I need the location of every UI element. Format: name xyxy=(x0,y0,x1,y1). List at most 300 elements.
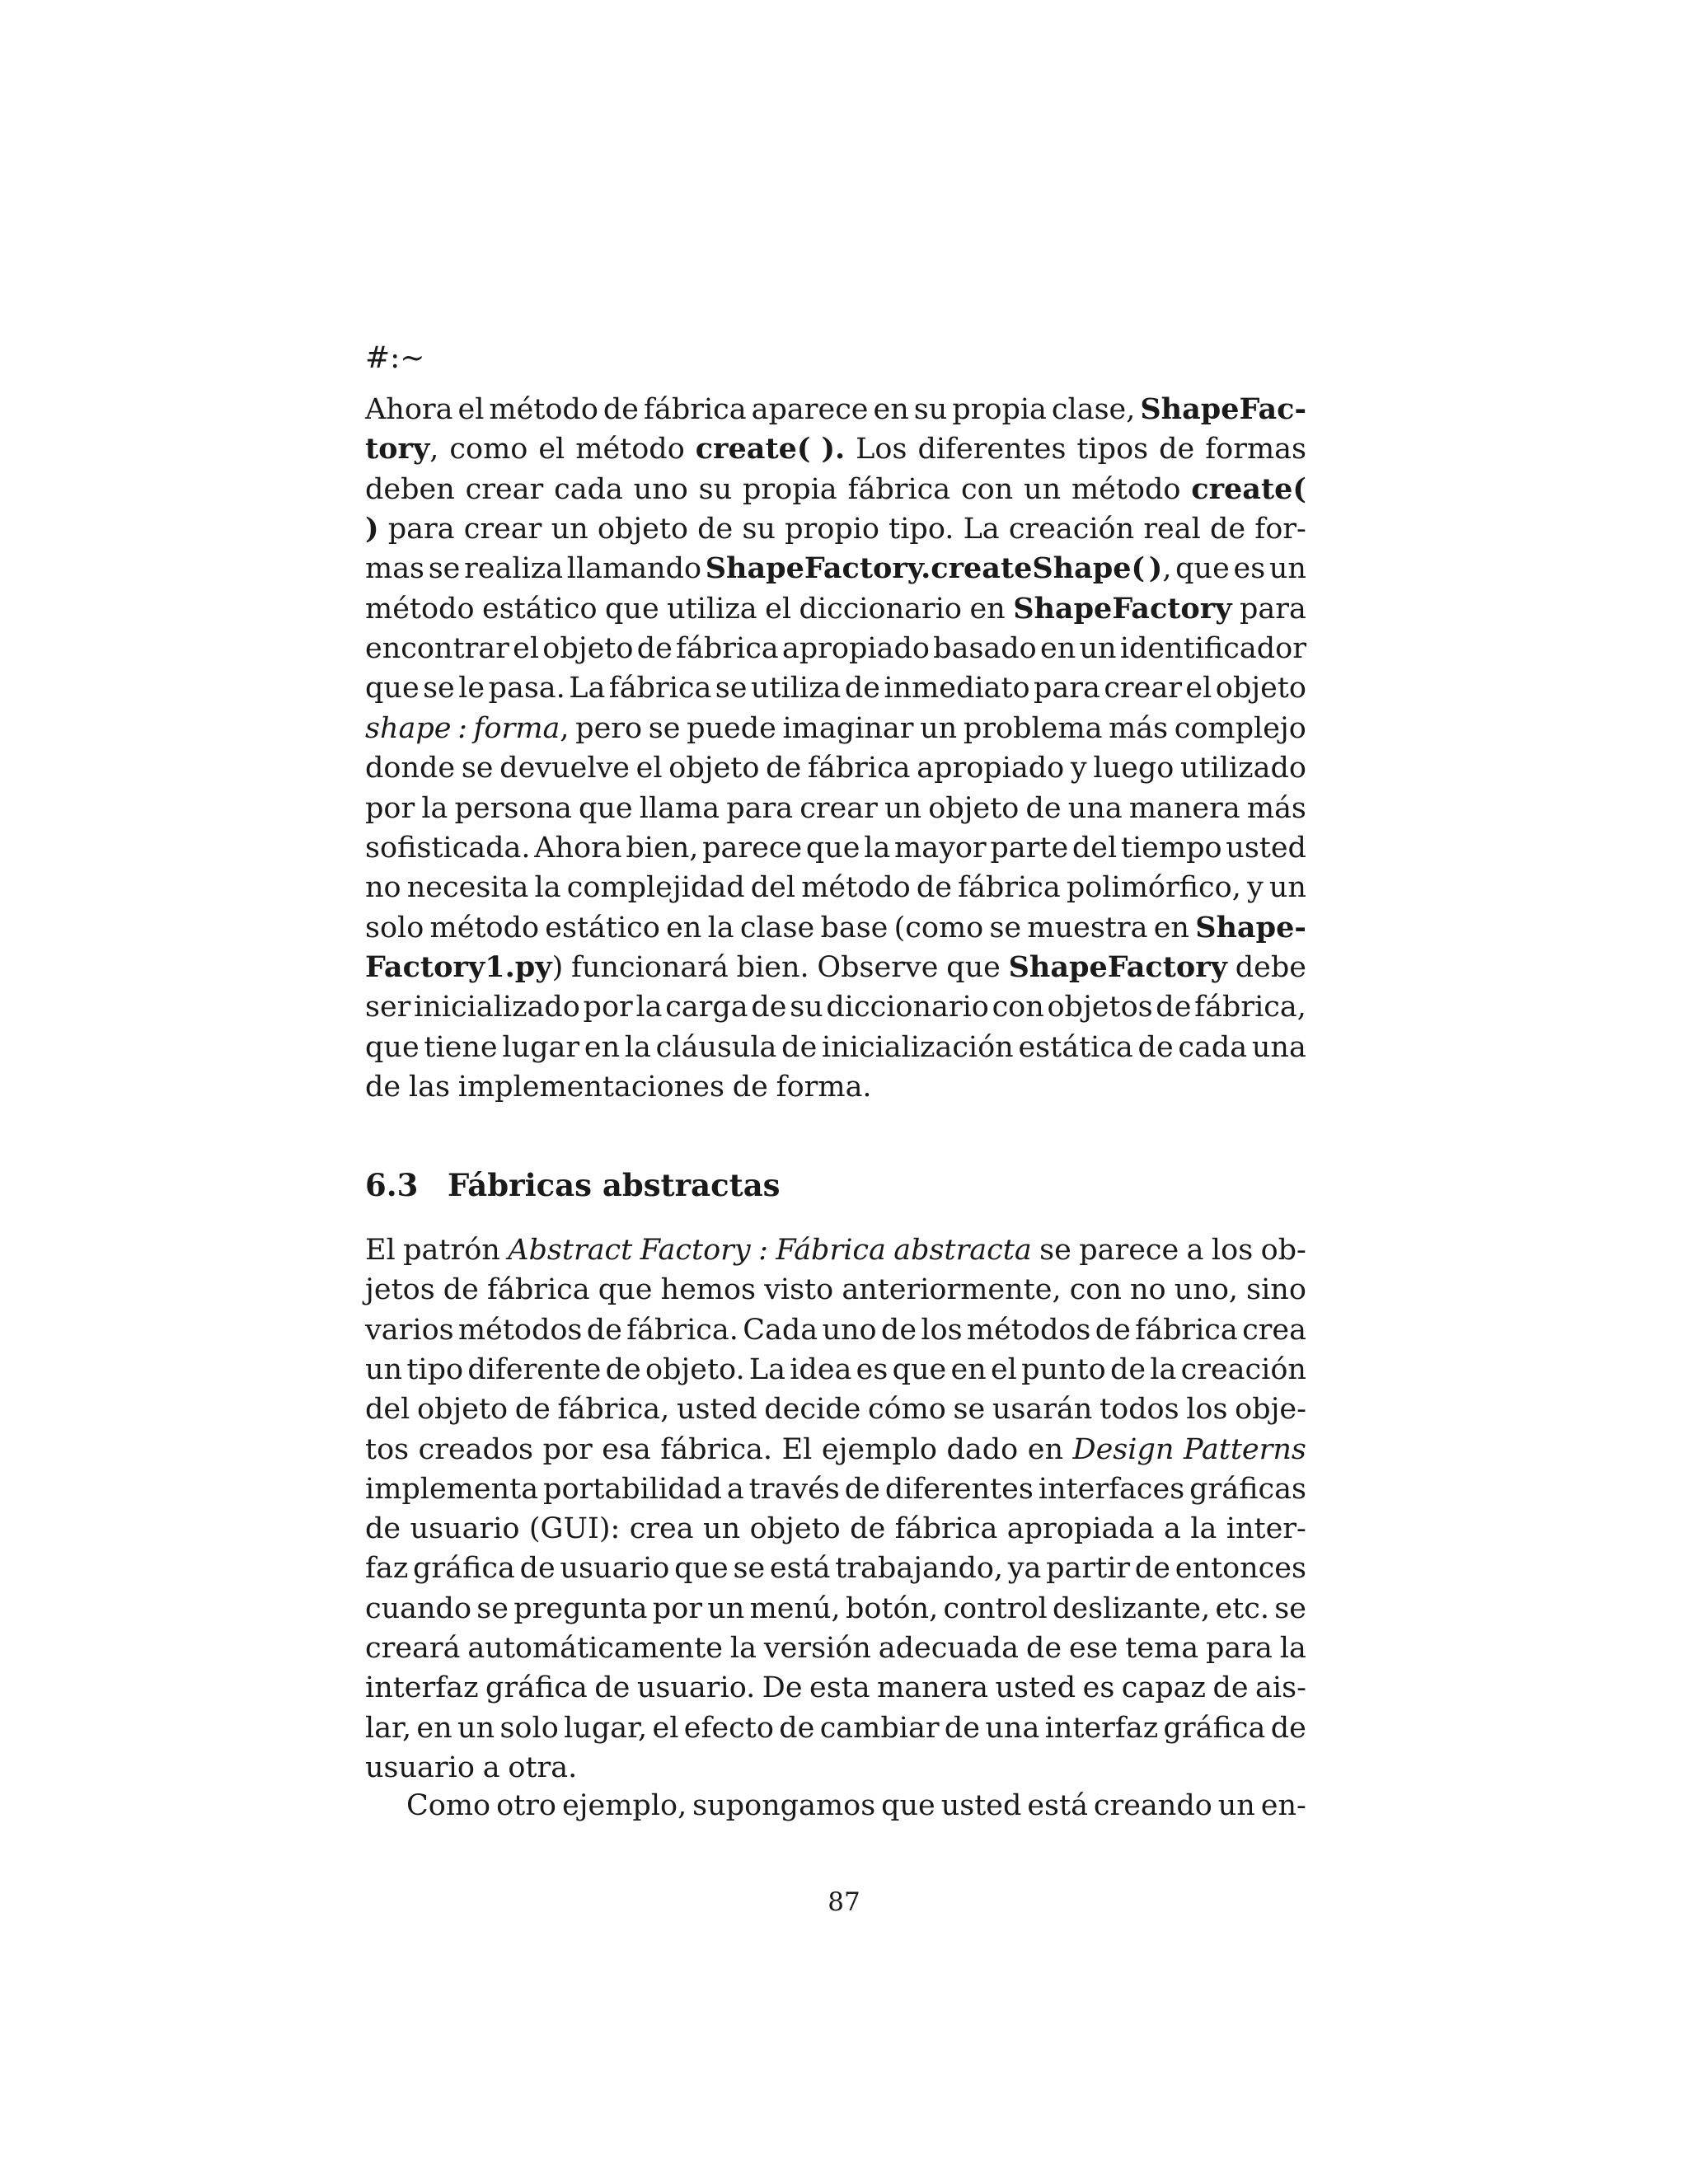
text-line xyxy=(365,510,1306,548)
word: inter- xyxy=(1226,1512,1306,1546)
text-line xyxy=(365,471,1306,509)
word: del xyxy=(1071,831,1118,865)
word: ser xyxy=(365,991,411,1024)
word: fábrica. xyxy=(626,1313,738,1347)
word: de xyxy=(850,1512,886,1546)
word: crea xyxy=(629,1512,694,1546)
word: usuario xyxy=(365,1750,475,1784)
word: método xyxy=(1071,472,1181,506)
word: tipos xyxy=(1076,433,1149,466)
italic-text: Design xyxy=(1072,1432,1175,1466)
text-line xyxy=(406,1787,1306,1825)
word: tipo xyxy=(406,1352,464,1386)
word: en- xyxy=(1260,1789,1306,1822)
word: su xyxy=(790,991,823,1024)
word: fábrica xyxy=(644,393,747,426)
word: de xyxy=(1025,1632,1062,1665)
bold-text: ShapeFac- xyxy=(1140,392,1306,426)
word: pero xyxy=(575,711,643,745)
italic-text: abstracta xyxy=(893,1234,1032,1267)
bold-text: ShapeFactory xyxy=(1013,591,1232,626)
word: creará xyxy=(365,1632,461,1665)
word: fábrica xyxy=(676,632,779,666)
word: ya xyxy=(1007,1552,1042,1586)
word: bien. xyxy=(736,950,809,984)
word: Factory1.py) xyxy=(365,949,564,984)
word: mayor xyxy=(894,831,987,865)
word: el xyxy=(1185,672,1212,705)
word: objetos xyxy=(1047,991,1153,1024)
word: con xyxy=(960,472,1014,506)
bold-text: ShapeFactory.createShape( xyxy=(705,551,1146,586)
word: diccionario xyxy=(826,991,989,1024)
word: adecuada xyxy=(878,1632,1020,1665)
text-line xyxy=(365,749,1306,787)
word: por xyxy=(583,991,633,1024)
word: y xyxy=(1246,871,1264,905)
word: visto xyxy=(764,1273,834,1307)
word: de xyxy=(1137,1030,1174,1064)
word: uno, xyxy=(1174,1273,1239,1307)
word: objeto xyxy=(597,513,688,546)
word: de xyxy=(844,1472,880,1506)
word: parte xyxy=(990,831,1069,865)
word: apropiado xyxy=(917,752,1065,785)
word: para xyxy=(726,791,794,825)
word: una xyxy=(1067,791,1123,825)
word: se xyxy=(461,752,494,785)
word: versión xyxy=(763,1632,871,1665)
word: otro xyxy=(496,1789,557,1822)
word: de xyxy=(1095,1313,1131,1347)
word: de xyxy=(944,1711,981,1745)
word: un xyxy=(1024,472,1062,506)
text-line xyxy=(365,590,1306,628)
word: interfaces xyxy=(1038,1472,1185,1506)
word: propio xyxy=(785,513,879,546)
word: la xyxy=(635,991,663,1024)
word: La xyxy=(748,1352,785,1386)
word: fábrica, xyxy=(557,1393,670,1427)
word: un xyxy=(1268,552,1306,586)
word: cómo xyxy=(867,1393,946,1427)
word: se xyxy=(428,552,461,586)
text-line xyxy=(365,1271,1306,1309)
word: fábrica xyxy=(487,1273,590,1307)
word xyxy=(1073,1431,1175,1469)
word: dado xyxy=(946,1432,1019,1466)
word: en xyxy=(950,1352,987,1386)
word xyxy=(365,710,452,748)
word: la xyxy=(729,1632,757,1665)
word: de xyxy=(1025,791,1062,825)
word: un xyxy=(1217,1789,1255,1822)
word: objeto xyxy=(1215,672,1306,705)
word: apropiado xyxy=(781,632,930,666)
word: propia xyxy=(952,393,1047,426)
text-line xyxy=(365,1669,1306,1707)
word: que xyxy=(674,1552,729,1586)
word: está xyxy=(769,1552,831,1586)
word: crear xyxy=(463,513,542,546)
word: que xyxy=(805,831,860,865)
word: patrón xyxy=(403,1234,500,1267)
word: propia xyxy=(743,472,837,506)
word: un xyxy=(707,1591,745,1625)
word: solo xyxy=(365,911,424,944)
text-line xyxy=(365,710,1306,748)
text-line xyxy=(365,1351,1306,1389)
text-line xyxy=(365,790,1306,827)
word: la xyxy=(864,831,891,865)
word: usted xyxy=(1226,831,1306,865)
word: ejemplo xyxy=(821,1432,937,1466)
word: de xyxy=(880,1313,917,1347)
word: método xyxy=(365,592,475,626)
word: en xyxy=(1039,632,1076,666)
word: es xyxy=(1082,1671,1115,1705)
word: cambiar xyxy=(819,1711,940,1745)
word: de xyxy=(519,1552,556,1586)
word: identificador xyxy=(1119,632,1306,666)
word: en xyxy=(416,1711,452,1745)
word: puede xyxy=(687,711,776,745)
word: estático xyxy=(545,911,660,944)
word: diferente xyxy=(467,1352,602,1386)
word: tiempo xyxy=(1120,831,1222,865)
word: varios xyxy=(365,1313,454,1347)
word: se xyxy=(648,711,681,745)
word: gráfica xyxy=(1163,1711,1266,1745)
text-line xyxy=(365,630,1306,668)
word: el xyxy=(990,1352,1017,1386)
word: que xyxy=(946,950,1001,984)
bold-text: Factory1.py xyxy=(365,949,552,984)
word: por xyxy=(652,1591,702,1625)
word: que xyxy=(605,592,659,626)
word: que xyxy=(365,1030,420,1064)
word: persona xyxy=(454,791,572,825)
word: de xyxy=(751,991,787,1024)
word: la xyxy=(421,791,448,825)
word: jetos xyxy=(365,1273,435,1307)
word: de xyxy=(1134,1552,1171,1586)
word: que xyxy=(365,672,420,705)
word: un xyxy=(920,711,958,745)
text-line xyxy=(365,1749,1306,1787)
word: con xyxy=(992,991,1044,1024)
word: usuario xyxy=(560,1552,670,1586)
word: manera xyxy=(877,1671,989,1705)
word: Ahora xyxy=(534,831,622,865)
italic-text: shape xyxy=(365,711,452,745)
bold-text: ShapeFactory xyxy=(1008,949,1227,984)
word: realiza xyxy=(464,552,564,586)
word: donde xyxy=(365,752,456,785)
word: crear xyxy=(465,472,544,506)
word: su xyxy=(698,472,733,506)
text-line xyxy=(365,391,1306,429)
word: clase xyxy=(739,911,815,944)
word: cada xyxy=(1178,1030,1248,1064)
word: utilizado xyxy=(1179,752,1306,785)
word: parece xyxy=(1079,1234,1179,1267)
word: el xyxy=(652,1711,679,1745)
word: todos xyxy=(1100,1393,1179,1427)
word: un xyxy=(457,1711,495,1745)
text-line xyxy=(365,550,1306,588)
word: gráfica xyxy=(413,1552,515,1586)
text-line xyxy=(365,1709,1306,1747)
word: usuario. xyxy=(636,1671,756,1705)
word: usted xyxy=(940,1789,1022,1822)
word: gráfica xyxy=(485,1671,588,1705)
word: el xyxy=(765,592,792,626)
word: uno xyxy=(633,472,688,506)
word: en xyxy=(1027,1432,1064,1466)
word: ejemplo, xyxy=(561,1789,687,1822)
word: la xyxy=(1150,1352,1177,1386)
word: está xyxy=(1027,1789,1088,1822)
word: se xyxy=(423,672,455,705)
word: crea xyxy=(1242,1313,1306,1347)
text-line xyxy=(365,1510,1306,1548)
word: estática xyxy=(1018,1030,1133,1064)
word: que xyxy=(598,1273,653,1307)
word: Los xyxy=(856,433,907,466)
bold-text: ) xyxy=(365,512,379,546)
word: los xyxy=(1211,1234,1254,1267)
word: se xyxy=(989,911,1022,944)
word: De xyxy=(762,1671,803,1705)
word: deslizante, xyxy=(1053,1591,1211,1625)
word: botón, xyxy=(845,1591,939,1625)
word: solo xyxy=(499,1711,559,1745)
word: real xyxy=(1143,513,1201,546)
word: utiliza xyxy=(667,592,757,626)
word: polimórfico, xyxy=(1066,871,1241,905)
word: y xyxy=(1070,752,1087,785)
word: a xyxy=(482,1750,500,1784)
word: inicializado xyxy=(414,991,580,1024)
word: de xyxy=(636,632,673,666)
text-line xyxy=(365,1590,1306,1628)
word: idea xyxy=(790,1352,852,1386)
word: imaginar xyxy=(782,711,914,745)
word: pregunta xyxy=(513,1591,648,1625)
word: (como xyxy=(893,911,984,944)
word: implementa xyxy=(365,1472,539,1506)
word: un xyxy=(1268,871,1306,905)
word: la xyxy=(534,871,561,905)
word: un xyxy=(1079,632,1117,666)
word: se xyxy=(1039,1234,1071,1267)
word: deben xyxy=(365,472,455,506)
word: ais- xyxy=(1255,1671,1306,1705)
text-line xyxy=(365,988,1306,1026)
word: de xyxy=(365,1512,401,1546)
word: interfaz xyxy=(1044,1711,1159,1745)
word: su xyxy=(742,513,776,546)
word: su xyxy=(913,393,948,426)
word: método xyxy=(801,871,911,905)
word: crear xyxy=(799,791,878,825)
word: a xyxy=(1186,1234,1204,1267)
word: para xyxy=(1034,672,1100,705)
italic-text: Fábrica xyxy=(776,1234,886,1267)
word: no xyxy=(365,871,401,905)
word: sino xyxy=(1246,1273,1306,1307)
bold-text: Shape- xyxy=(1195,910,1306,944)
word: capaz xyxy=(1121,1671,1206,1705)
bold-text: tory xyxy=(365,432,430,466)
word: métodos xyxy=(457,1313,583,1347)
word: creados xyxy=(418,1432,533,1466)
word: menú, xyxy=(749,1591,841,1625)
word xyxy=(1191,471,1306,509)
word: esa xyxy=(602,1432,651,1466)
word: objeto xyxy=(668,752,760,785)
word: El xyxy=(781,1432,813,1466)
word: la xyxy=(624,1030,651,1064)
word: (GUI): xyxy=(528,1512,621,1546)
word: complejo xyxy=(1174,711,1306,745)
word: Ahora xyxy=(365,393,453,426)
word: creación xyxy=(1180,1352,1306,1386)
word: cláusula xyxy=(655,1030,777,1064)
word: método xyxy=(575,433,685,466)
word xyxy=(893,1231,1031,1269)
word: la xyxy=(1190,1512,1217,1546)
word: cuando xyxy=(365,1591,472,1625)
word: métodos xyxy=(966,1313,1091,1347)
word: estático xyxy=(481,592,598,626)
text-line xyxy=(365,1549,1306,1587)
word: usuario xyxy=(410,1512,520,1546)
word: fábrica xyxy=(894,1512,998,1546)
word: La xyxy=(569,672,606,705)
word xyxy=(776,1231,886,1269)
word: Cada xyxy=(743,1313,818,1347)
word: de xyxy=(916,871,952,905)
word: efecto xyxy=(683,1711,774,1745)
word: complejidad xyxy=(566,871,745,905)
word: usarán xyxy=(992,1393,1093,1427)
italic-text: Patterns xyxy=(1183,1432,1306,1466)
text-line xyxy=(365,1390,1306,1428)
word xyxy=(457,710,467,748)
word: manera xyxy=(1128,791,1240,825)
word: objeto xyxy=(928,791,1020,825)
word xyxy=(1140,391,1306,429)
word xyxy=(1184,1431,1306,1469)
word: etc. xyxy=(1215,1591,1269,1625)
word: de xyxy=(365,1070,401,1104)
word: objeto xyxy=(416,1393,509,1427)
word: se xyxy=(733,1552,766,1586)
word: una xyxy=(985,1711,1040,1745)
word: base xyxy=(820,911,889,944)
text-line xyxy=(365,1431,1306,1469)
word: través xyxy=(748,1472,840,1506)
word: creación xyxy=(1008,513,1135,546)
text-line xyxy=(365,1068,1306,1106)
word: de xyxy=(1156,991,1192,1024)
word: que xyxy=(578,791,633,825)
word: for- xyxy=(1254,513,1306,546)
word: de xyxy=(594,1671,631,1705)
word: método xyxy=(489,393,598,426)
word: forma, xyxy=(473,711,570,745)
word: anteriormente, xyxy=(842,1273,1062,1307)
word: de xyxy=(1159,433,1195,466)
word: el xyxy=(457,393,485,426)
word: supongamos xyxy=(692,1789,876,1822)
word: de xyxy=(1212,1671,1249,1705)
word xyxy=(365,510,379,548)
bold-text: create( xyxy=(695,432,811,466)
word: en xyxy=(1153,911,1189,944)
word xyxy=(1009,949,1227,987)
word: en xyxy=(969,592,1006,626)
text-line xyxy=(365,1029,1306,1066)
word: hemos xyxy=(660,1273,757,1307)
bold-text: ) xyxy=(1148,551,1163,586)
word: las xyxy=(408,1070,450,1104)
word: entonces xyxy=(1175,1552,1306,1586)
word: inmediato xyxy=(884,672,1030,705)
word: en xyxy=(666,911,702,944)
word: diferentes xyxy=(917,433,1067,466)
word: se xyxy=(1274,1591,1306,1625)
word: se xyxy=(715,672,748,705)
word: que xyxy=(1175,552,1230,586)
word: fábrica xyxy=(958,871,1061,905)
word: fábrica. xyxy=(660,1432,773,1466)
word: del xyxy=(365,1393,410,1427)
word: tiene xyxy=(424,1030,498,1064)
word: objeto xyxy=(542,632,634,666)
word: de xyxy=(603,393,640,426)
word: de xyxy=(443,1273,479,1307)
word: lugar, xyxy=(564,1711,648,1745)
word: la xyxy=(1279,1632,1306,1665)
word: implementaciones xyxy=(457,1070,724,1104)
word: tipo. xyxy=(889,513,954,546)
text-line xyxy=(365,909,1306,947)
word: los xyxy=(1186,1393,1228,1427)
word: Como xyxy=(406,1789,491,1822)
word: la xyxy=(707,911,734,944)
section-heading xyxy=(365,1165,781,1205)
word xyxy=(1013,590,1231,628)
word: de xyxy=(586,1313,622,1347)
word: con xyxy=(1069,1273,1122,1307)
word: un xyxy=(365,1352,403,1386)
word: usted xyxy=(676,1393,757,1427)
word: fábrica, xyxy=(1194,991,1306,1024)
italic-text: Abstract xyxy=(508,1234,633,1267)
word: encontrar xyxy=(365,632,509,666)
text-line xyxy=(365,1629,1306,1667)
text-line xyxy=(365,949,1306,987)
word: de xyxy=(1109,1352,1146,1386)
word: un xyxy=(884,791,922,825)
italic-text: : xyxy=(457,711,467,745)
word: de xyxy=(781,1030,818,1064)
word: uno xyxy=(822,1313,877,1347)
text-line xyxy=(365,669,1306,707)
